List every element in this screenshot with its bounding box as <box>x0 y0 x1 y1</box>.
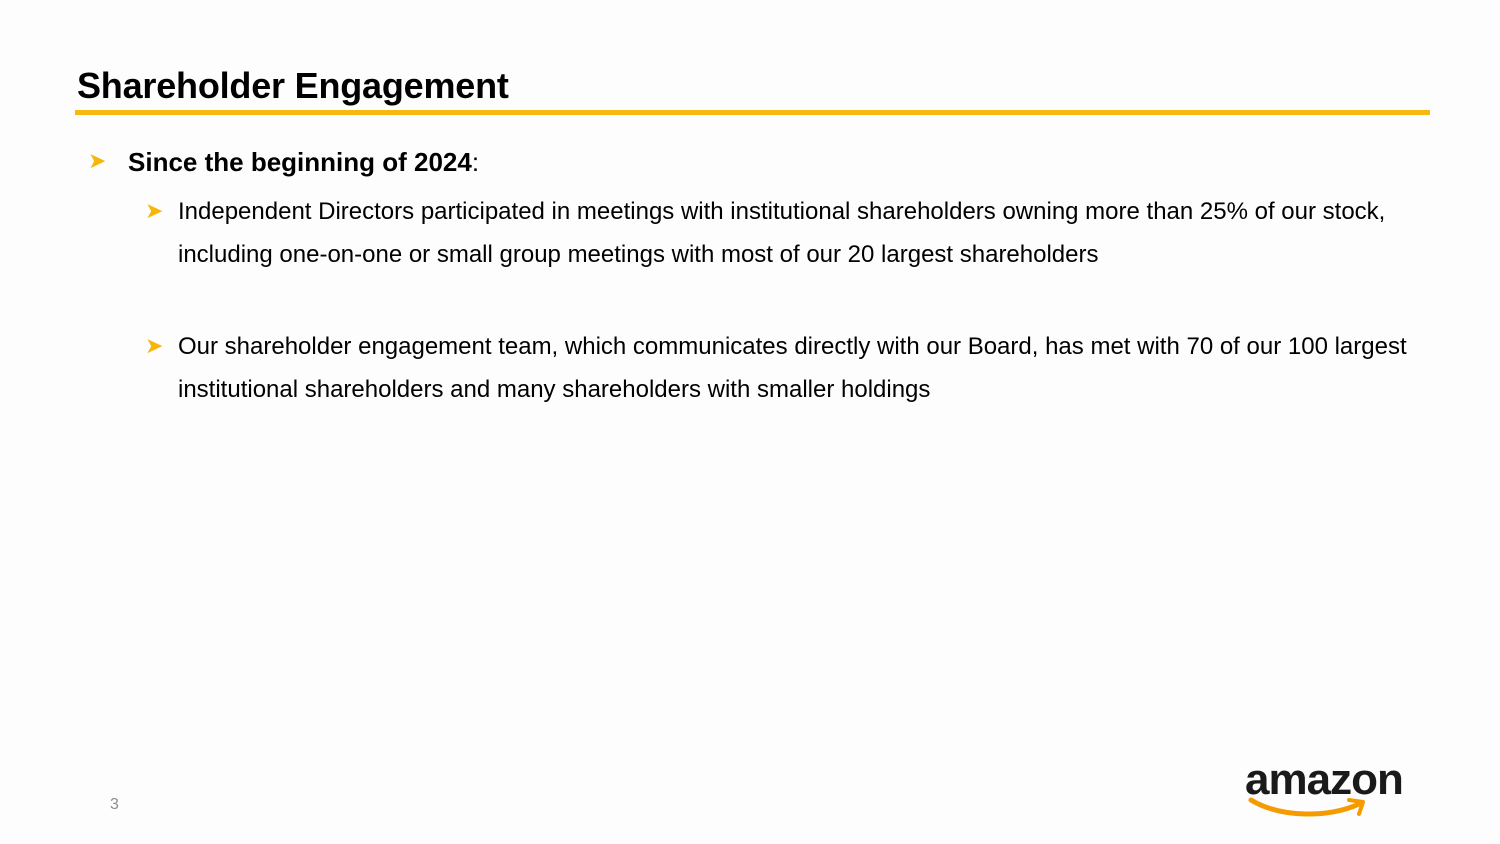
bullet-level2-item-1: Independent Directors participated in meetings with institutional shareholders owning more than 25% of our stock, including one-on-one or small group meetings with most of our 20 largest shareholders <box>178 198 1386 268</box>
amazon-logo <box>1245 756 1429 820</box>
bullet-level2-item-2: Our shareholder engagement team, which communicates directly with our Board, has met with 70 of our 100 largest institutional shareholders and many shareholders with smaller holdings <box>178 333 1407 403</box>
amazon-logo-wordmark: amazon <box>1245 755 1403 804</box>
amazon-smile-arrow-icon <box>1245 786 1375 820</box>
arrow-bullet-icon: ➤ <box>145 198 164 223</box>
slide-title: Shareholder Engagement <box>77 65 509 106</box>
bullet-level1 <box>128 145 479 179</box>
bullet-level1-suffix: : <box>471 147 480 177</box>
arrow-bullet-icon: ➤ <box>88 148 107 173</box>
arrow-bullet-icon: ➤ <box>145 333 164 358</box>
bullet-level1-strong: Since the beginning of 2024 <box>128 147 472 177</box>
title-underline-divider <box>75 110 1430 115</box>
page-number: 3 <box>110 796 119 813</box>
